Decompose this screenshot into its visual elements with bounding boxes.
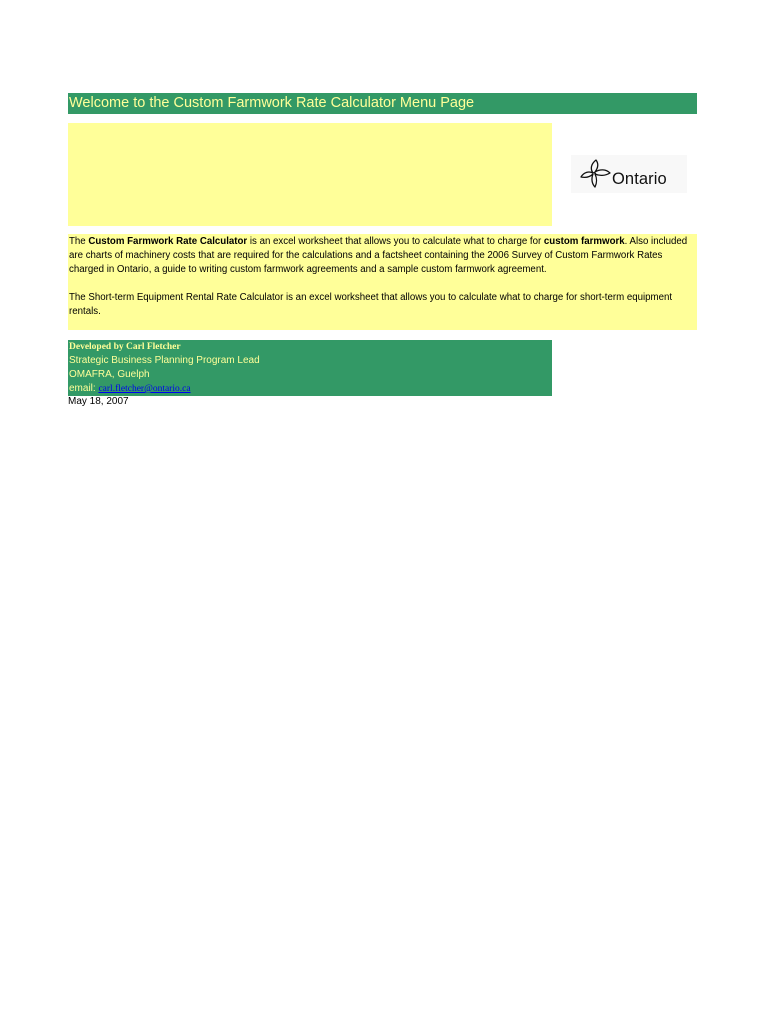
desc-mid: is an excel worksheet that allows you to calculate what to charge for xyxy=(247,236,544,247)
developer-org: OMAFRA, Guelph xyxy=(69,369,150,380)
desc-rest: . Also included are charts of machinery costs that are required for the calculations and a factsheet containing the 2006 Survey of Custom Farmwork Rates charged in Ontario, a guide to writing custom farmwork agreements and a sample custom farmwork agreement. xyxy=(69,236,688,276)
email-link[interactable]: carl.fletcher@ontario.ca xyxy=(98,384,191,394)
developer-email-row xyxy=(69,382,552,396)
description-paragraph-2: The Short-term Equipment Rental Rate Calculator is an excel worksheet that allows you to calculate what to charge for short-term equipment rentals. xyxy=(69,291,673,317)
developer-role: Strategic Business Planning Program Lead xyxy=(69,355,260,366)
description-block xyxy=(68,234,697,330)
desc-bold-farmwork: custom farmwork xyxy=(543,236,625,247)
desc-bold-calculator: Custom Farmwork Rate Calculator xyxy=(88,236,248,247)
page-title: Welcome to the Custom Farmwork Rate Calculator Menu Page xyxy=(68,93,697,114)
ontario-logo xyxy=(571,155,687,193)
developer-name: Developed by Carl Fletcher xyxy=(69,342,181,352)
description-paragraph-1 xyxy=(69,235,693,278)
email-label: email: xyxy=(69,383,99,394)
trillium-icon xyxy=(579,157,613,189)
desc-intro: The xyxy=(69,236,89,247)
banner-area xyxy=(68,123,552,226)
developer-info xyxy=(68,340,552,396)
date-text: May 18, 2007 xyxy=(68,396,129,407)
logo-text: Ontario xyxy=(612,170,667,188)
